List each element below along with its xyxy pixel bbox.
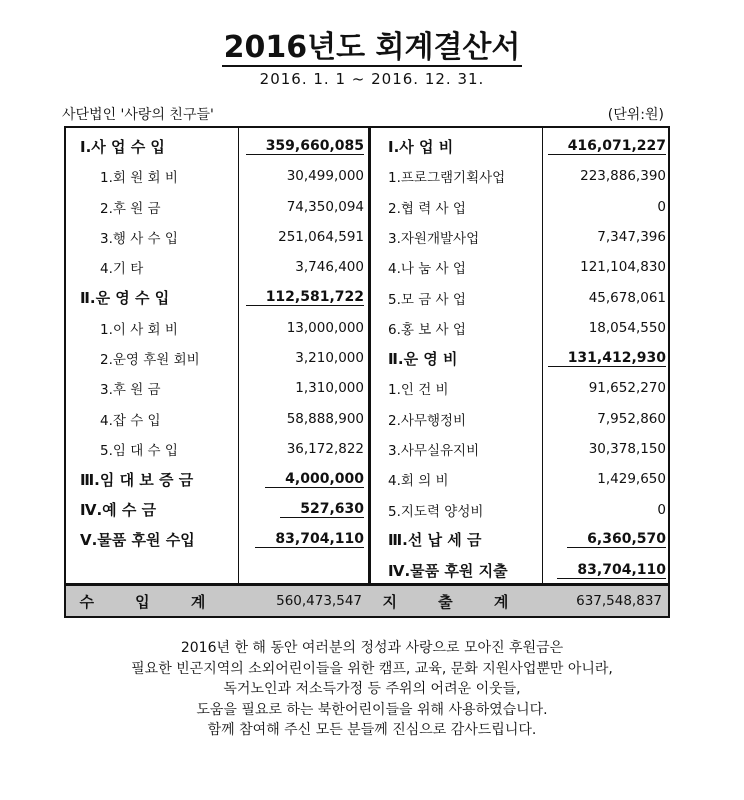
ledger-row — [66, 555, 672, 585]
ledger-row — [66, 161, 672, 191]
income-item-amount: 112,581,722 — [238, 283, 370, 313]
income-item-label: Ⅴ.물품 후원 수입 — [80, 531, 195, 550]
expense-item-label: 1.인 건 비 — [388, 382, 449, 399]
expense-item-label: 4.회 의 비 — [388, 473, 449, 490]
expense-item-amount: 0 — [657, 501, 666, 518]
ledger-row — [66, 464, 672, 494]
expense-item-amount: 223,886,390 — [580, 168, 666, 185]
income-item-amount: 1,310,000 — [295, 380, 364, 397]
income-item-amount: 4,000,000 — [238, 464, 370, 494]
expense-item-amount: 0 — [657, 198, 666, 215]
expense-item-amount: 7,347,396 — [597, 228, 666, 245]
expense-item-label: 4.나 눔 사 업 — [388, 261, 466, 278]
income-item-label: 2.후 원 금 — [100, 200, 161, 217]
expense-item-amount: 416,071,227 — [544, 131, 672, 161]
expense-item-amount: 18,054,550 — [588, 319, 666, 336]
income-item-label: 2.운영 후원 회비 — [100, 352, 200, 369]
expense-item-label: 5.모 금 사 업 — [388, 291, 466, 308]
ledger-row — [66, 373, 672, 403]
expense-item-amount: 83,704,110 — [544, 555, 672, 585]
expense-item-label: 1.프로그램기획사업 — [388, 170, 506, 187]
income-item-label: 1.회 원 회 비 — [100, 170, 178, 187]
income-item-amount: 30,499,000 — [286, 168, 364, 185]
ledger-row — [66, 252, 672, 282]
expense-total-amount: 637,548,837 — [576, 593, 662, 609]
ledger-row — [66, 404, 672, 434]
income-item-amount — [238, 555, 370, 585]
closing-message — [0, 638, 744, 741]
ledger-row — [66, 222, 672, 252]
expense-item-amount: 131,412,930 — [544, 343, 672, 373]
closing-line: 도움을 필요로 하는 북한어린이들을 위해 사용하였습니다. — [196, 701, 548, 718]
expense-item-label: 3.사무실유지비 — [388, 443, 480, 459]
expense-item-amount: 6,360,570 — [544, 525, 672, 555]
closing-line: 2016년 한 해 동안 여러분의 정성과 사랑으로 모아진 후원금은 — [180, 640, 564, 656]
income-item-label: Ⅳ.예 수 금 — [80, 501, 157, 520]
income-item-amount: 3,210,000 — [295, 350, 364, 367]
income-item-label: 4.잡 수 입 — [100, 412, 161, 429]
income-item-amount: 251,064,591 — [278, 228, 364, 245]
income-item-amount: 36,172,822 — [286, 441, 364, 457]
ledger-row — [66, 495, 672, 525]
ledger-row — [66, 283, 672, 313]
organization-name: 사단법인 '사랑의 친구들' — [62, 107, 214, 123]
income-total-amount: 560,473,547 — [276, 593, 362, 609]
expense-item-label: 2.협 력 사 업 — [388, 200, 466, 217]
expense-item-amount: 30,378,150 — [588, 441, 666, 457]
expense-item-label: 6.홍 보 사 업 — [388, 321, 466, 338]
totals-row — [66, 586, 668, 616]
income-item-label: 4.기 타 — [100, 261, 144, 278]
income-item-amount: 359,660,085 — [238, 131, 370, 161]
expense-item-label: Ⅲ.선 납 세 금 — [388, 531, 482, 550]
income-item-label: 3.후 원 금 — [100, 382, 161, 399]
ledger-row — [66, 192, 672, 222]
expense-item-amount: 45,678,061 — [588, 289, 666, 306]
income-item-label: Ⅱ.운 영 수 입 — [80, 289, 170, 307]
ledger-row — [66, 434, 672, 464]
expense-item-amount: 121,104,830 — [580, 259, 666, 276]
currency-unit: (단위:원) — [607, 107, 664, 123]
expense-total-label: 지 출 계 — [382, 592, 527, 611]
ledger-row — [66, 343, 672, 373]
expense-item-label: Ⅳ.물품 후원 지출 — [388, 561, 508, 580]
ledger-row — [66, 313, 672, 343]
expense-item-amount: 91,652,270 — [588, 380, 666, 397]
expense-item-amount: 7,952,860 — [597, 410, 666, 427]
expense-item-label: Ⅰ.사 업 비 — [388, 137, 454, 156]
income-item-amount: 527,630 — [238, 495, 370, 525]
expense-item-label: 2.사무행정비 — [388, 412, 467, 429]
expense-item-label: 5.지도력 양성비 — [388, 503, 484, 520]
ledger-row — [66, 525, 672, 555]
ledger-table — [64, 126, 670, 618]
income-item-amount: 74,350,094 — [286, 198, 364, 215]
closing-line: 필요한 빈곤지역의 소외어린이들을 위한 캠프, 교육, 문화 지원사업뿐만 아니라, — [131, 660, 613, 677]
expense-item-label: Ⅱ.운 영 비 — [388, 349, 458, 368]
income-item-amount: 3,746,400 — [295, 259, 364, 276]
income-item-label: 5.임 대 수 입 — [100, 443, 178, 459]
fiscal-period: 2016. 1. 1 ~ 2016. 12. 31. — [259, 70, 485, 88]
income-item-label: 1.이 사 회 비 — [100, 321, 178, 338]
ledger-row — [66, 131, 672, 161]
income-item-amount: 13,000,000 — [286, 319, 364, 336]
expense-item-label: 3.자원개발사업 — [388, 230, 480, 247]
closing-line: 함께 참여해 주신 모든 분들께 진심으로 감사드립니다. — [207, 722, 537, 738]
income-total-label: 수 입 계 — [79, 592, 224, 611]
income-item-amount: 58,888,900 — [286, 410, 364, 427]
page-title: 2016년도 회계결산서 — [223, 30, 521, 65]
income-item-label — [66, 555, 238, 585]
income-item-amount: 83,704,110 — [238, 525, 370, 555]
closing-line: 독거노인과 저소득가정 등 주위의 어려운 이웃들, — [223, 681, 521, 697]
income-item-label: Ⅰ.사 업 수 입 — [80, 137, 165, 156]
income-item-label: Ⅲ.임 대 보 증 금 — [80, 470, 194, 489]
expense-item-amount: 1,429,650 — [597, 471, 666, 488]
income-item-label: 3.행 사 수 입 — [100, 230, 178, 247]
